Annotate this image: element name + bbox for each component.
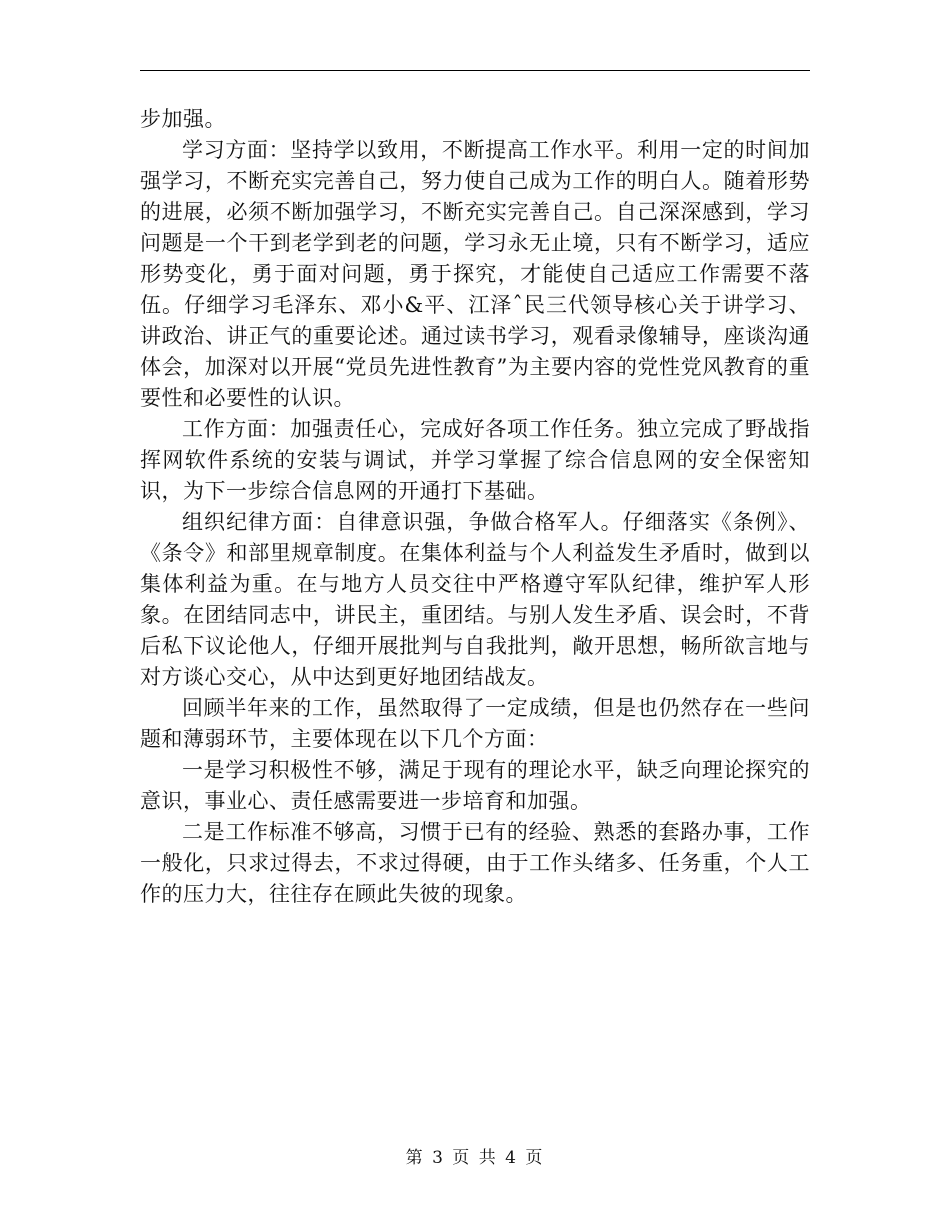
paragraph-review: 回顾半年来的工作，虽然取得了一定成绩，但是也仍然存在一些问题和薄弱环节，主要体现在以下几个方面：: [140, 696, 810, 751]
document-body: [140, 104, 810, 910]
page-number: 第 3 页 共 4 页: [405, 1148, 545, 1168]
paragraph-continuation: 步加强。: [140, 107, 226, 131]
paragraph-shortcoming-2: 二是工作标准不够高，习惯于已有的经验、熟悉的套路办事，工作一般化，只求过得去，不求过得硬，由于工作头绪多、任务重，个人工作的压力大，往往存在顾此失彼的现象。: [140, 820, 810, 906]
paragraph-study: 学习方面：坚持学以致用，不断提高工作水平。利用一定的时间加强学习，不断充实完善自己，努力使自己成为工作的明白人。随着形势的进展，必须不断加强学习，不断充实完善自己。自己深深感到，学习问题是一个干到老学到老的问题，学习永无止境，只有不断学习，适应形势变化，勇于面对问题，勇于探究，才能使自己适应工作需要不落伍。仔细学习毛泽东、邓小&平、江泽ˆ民三代领导核心关于讲学习、讲政治、讲正气的重要论述。通过读书学习，观看录像辅导，座谈沟通体会，加深对以开展“党员先进性教育”为主要内容的党性党风教育的重要性和必要性的认识。: [140, 138, 810, 410]
paragraph-work: 工作方面：加强责任心，完成好各项工作任务。独立完成了野战指挥网软件系统的安装与调试，并学习掌握了综合信息网的安全保密知识，为下一步综合信息网的开通打下基础。: [140, 417, 810, 503]
paragraph-discipline: 组织纪律方面：自律意识强，争做合格军人。仔细落实《条例》、《条令》和部里规章制度。在集体利益与个人利益发生矛盾时，做到以集体利益为重。在与地方人员交往中严格遵守军队纪律，维护军人形象。在团结同志中，讲民主，重团结。与别人发生矛盾、误会时，不背后私下议论他人，仔细开展批判与自我批判，敞开思想，畅所欲言地与对方谈心交心，从中达到更好地团结战友。: [140, 510, 810, 689]
paragraph-shortcoming-1: 一是学习积极性不够，满足于现有的理论水平，缺乏向理论探究的意识，事业心、责任感需要进一步培育和加强。: [140, 758, 810, 813]
header-rule: [140, 70, 810, 71]
